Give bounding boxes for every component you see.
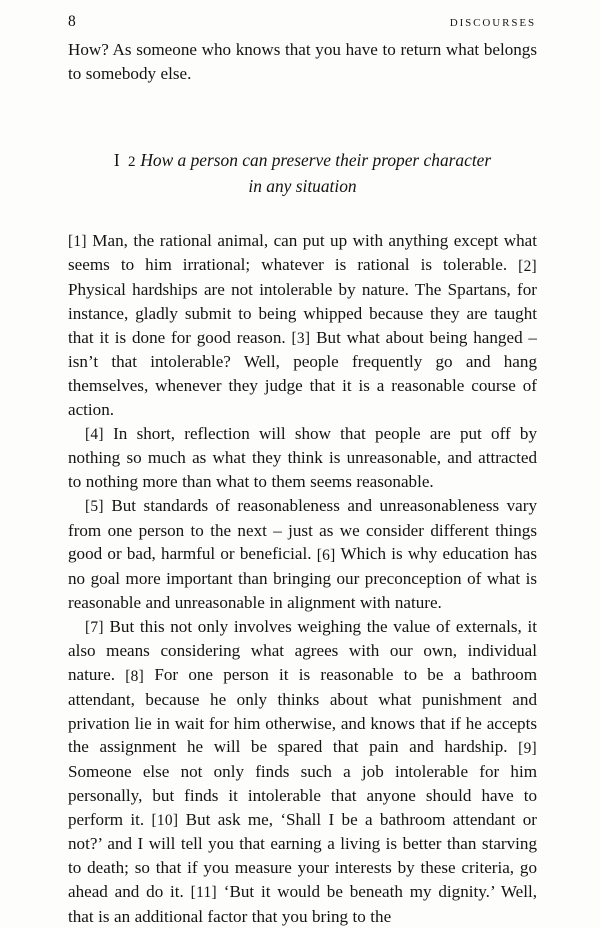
running-head	[68, 14, 537, 34]
chapter-number	[114, 150, 136, 170]
spacer-above-heading	[68, 86, 537, 148]
running-head-title: DISCOURSES	[450, 18, 537, 29]
paragraph-section-5: [5] But standards of reasonableness and unreasonableness vary from one person to the next – just as we consider different things good or bad, harmful or beneficial. [6] Which is why education has no goal more important than bringing our preconception of what is reasonable and unreasonable in alignment with nature.	[68, 494, 537, 615]
paragraph-section-7: [7] But this not only involves weighing the value of externals, it also means considering what agrees with our own, individual nature. [8] For one person it is reasonable to be a bathroom attendant, because he only thinks about what punishment and privation lie in wait for him otherwise, and knows that if he accepts the assignment he will be spared that pain and hardship. [9] Someone else not only finds such a job intolerable for him personally, but finds it intolerable that anyone should have to perform it. [10] But ask me, ‘Shall I be a bathroom attendant or not?’ and I will tell you that earning a living is better than starving to death; so that if you measure your interests by these criteria, go ahead and do it. [11] ‘But it would be beneath my dignity.’ Well, that is an additional factor that you bring to the	[68, 615, 537, 928]
page-number: 8	[68, 14, 76, 30]
chapter-title-line-1: How a person can preserve their proper character	[140, 150, 491, 170]
chapter-section-number: 2	[128, 154, 136, 170]
chapter-title-line-2: in any situation	[248, 176, 356, 196]
text-block	[68, 38, 537, 928]
paragraph-section-1: [1] Man, the rational animal, can put up with anything except what seems to him irrational; whatever is rational is tolerable. [2] Physical hardships are not intolerable by nature. The Spartans, for instance, gladly submit to being whipped because they are taught that it is done for good reason. [3] But what about being hanged – isn’t that intolerable? Well, people frequently go and hang themselves, whenever they judge that it is a reasonable course of action.	[68, 229, 537, 422]
spacer-below-heading	[68, 198, 537, 229]
paragraph-section-4: [4] In short, reflection will show that people are put off by nothing so much as what they think is unreasonable, and attracted to nothing more than what to them seems reasonable.	[68, 422, 537, 494]
chapter-heading	[68, 148, 537, 198]
chapter-book-number: I	[114, 150, 120, 170]
paragraph-continuation: How? As someone who knows that you have to return what belongs to somebody else.	[68, 38, 537, 86]
